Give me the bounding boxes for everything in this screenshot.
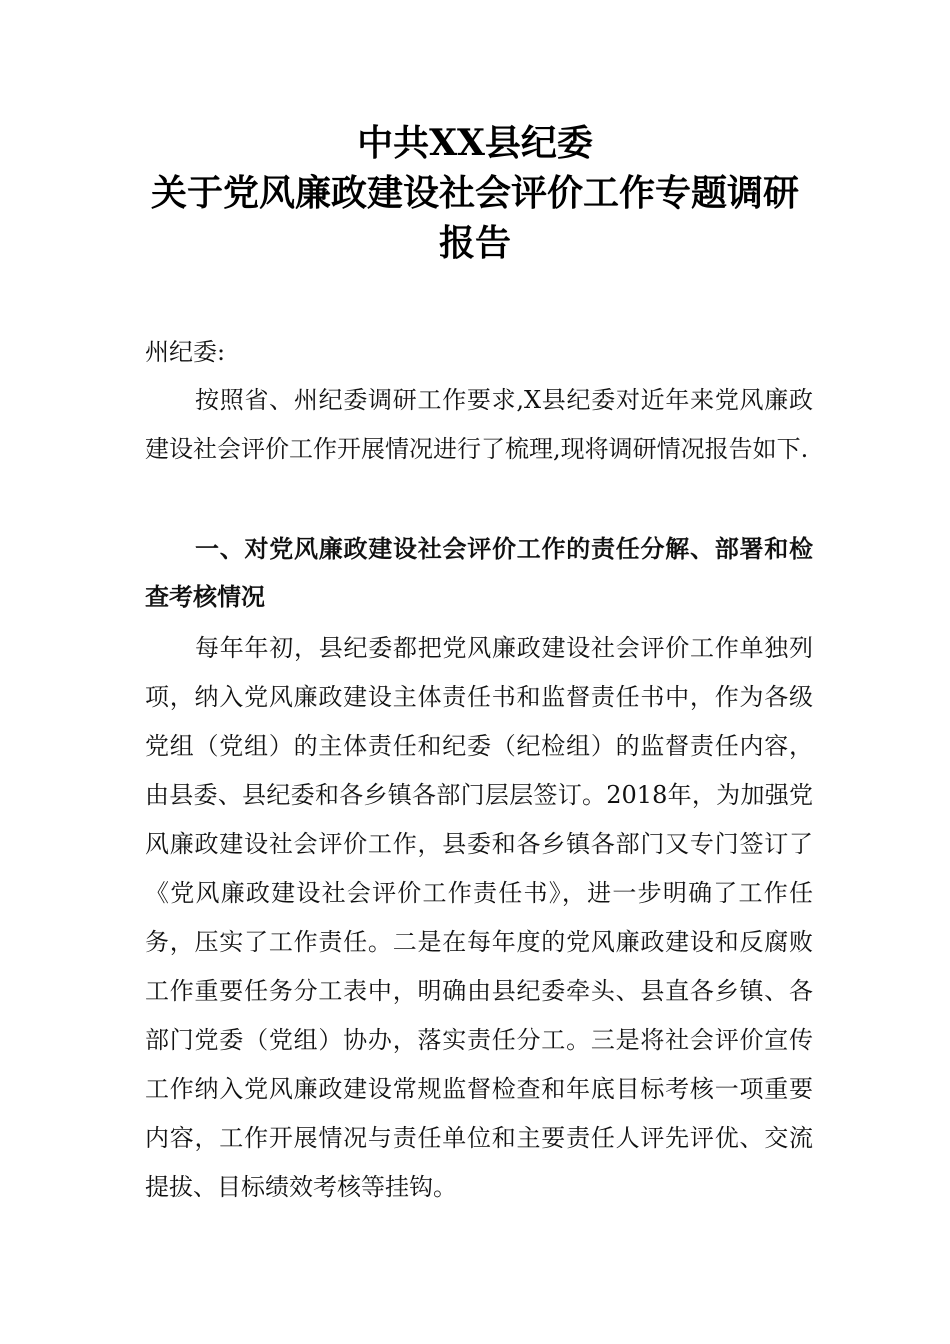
title-line-3: 报告 bbox=[438, 222, 511, 264]
title-line-1: 中共XX县纪委 bbox=[357, 122, 593, 164]
intro-paragraph: 按照省、州纪委调研工作要求,X县纪委对近年来党风廉政建设社会评价工作开展情况进行了梳理,现将调研情况报告如下. bbox=[145, 386, 813, 463]
document-title bbox=[100, 118, 850, 268]
salutation: 州纪委: bbox=[145, 338, 226, 366]
title-line-2: 关于党风廉政建设社会评价工作专题调研 bbox=[150, 172, 799, 214]
section-heading: 一、对党风廉政建设社会评价工作的责任分解、部署和检查考核情况 bbox=[145, 535, 813, 611]
section-paragraph: 每年年初，县纪委都把党风廉政建设社会评价工作单独列项，纳入党风廉政建设主体责任书和监督责任书中，作为各级党组（党组）的主体责任和纪委（纪检组）的监督责任内容，由县委、县纪委和各乡镇各部门层层签订。2018年，为加强党风廉政建设社会评价工作，县委和各乡镇各部门又专门签订了《党风廉政建设社会评价工作责任书》，进一步明确了工作任务，压实了工作责任。二是在每年度的党风廉政建设和反腐败工作重要任务分工表中，明确由县纪委牵头、县直各乡镇、各部门党委（党组）协办，落实责任分工。三是将社会评价宣传工作纳入党风廉政建设常规监督检查和年底目标考核一项重要内容，工作开展情况与责任单位和主要责任人评先评优、交流提拔、目标绩效考核等挂钩。 bbox=[145, 634, 813, 1201]
